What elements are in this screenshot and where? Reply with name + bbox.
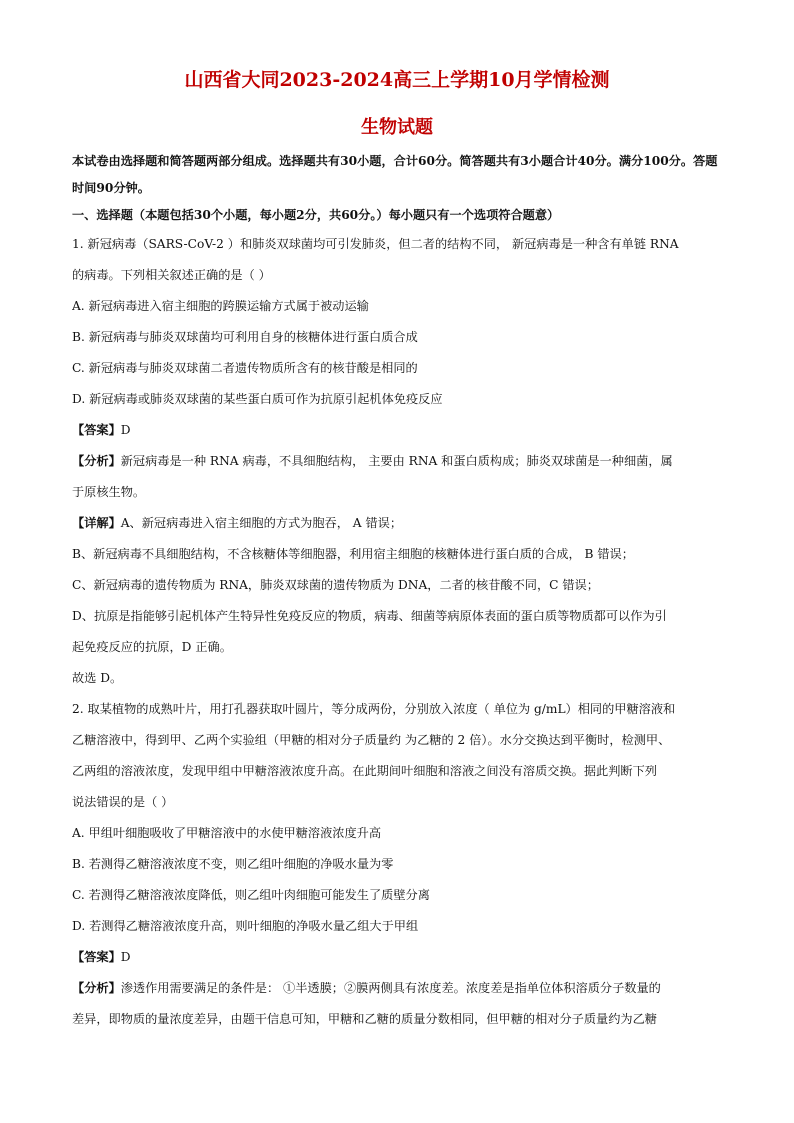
page-title: 山西省大同2023-2024高三上学期10月学情检测 — [184, 69, 610, 91]
option-d: D. 若测得乙糖溶液浓度升高，则叶细胞的净吸水量乙组大于甲组 — [72, 919, 419, 933]
analysis-line — [72, 446, 722, 477]
question-stem: 的病毒。下列相关叙述正确的是（ ） — [72, 268, 271, 282]
analysis-line — [72, 973, 722, 1004]
exam-instructions: 本试卷由选择题和简答题两部分组成。选择题共有30小题，合计60分。简答题共有3小题合计40分。满分100分。答题时间90分钟。 — [72, 154, 718, 195]
analysis-tag: 【 分析 】 — [72, 981, 121, 995]
answer-line — [72, 415, 722, 446]
option-c: C. 若测得乙糖溶液浓度降低，则乙组叶肉细胞可能发生了质壁分离 — [72, 888, 430, 902]
option-a: A. 甲组叶细胞吸收了甲糖溶液中的水使甲糖溶液浓度升高 — [72, 826, 382, 840]
option-d: D. 新冠病毒或肺炎双球菌的某些蛋白质可作为抗原引起机体免疫反应 — [72, 392, 443, 406]
option-c: C. 新冠病毒与肺炎双球菌二者遗传物质所含有的核苷酸是相同的 — [72, 361, 418, 375]
detail-text: D、抗原是指能够引起机体产生特异性免疫反应的物质，病毒、细菌等病原体表面的蛋白质等物质都可以作为引 — [72, 609, 667, 623]
question-stem: 1. 新冠病毒（SARS-CoV-2 ）和肺炎双球菌均可引发肺炎，但二者的结构不同， 新冠病毒是一种含有单链 RNA — [72, 237, 679, 251]
question-stem: 乙糖溶液中，得到甲、乙两个实验组（甲糖的相对分子质量约 为乙糖的 2 倍）。水分交换达到平衡时，检测甲、 — [72, 733, 671, 747]
detail-text: C、新冠病毒的遗传物质为 RNA，肺炎双球菌的遗传物质为 DNA，二者的核苷酸不同，C 错误； — [72, 578, 599, 592]
option-b: B. 新冠病毒与肺炎双球菌均可利用自身的核糖体进行蛋白质合成 — [72, 330, 418, 344]
analysis-tag: 【 分析 】 — [72, 454, 121, 468]
answer-line — [72, 942, 722, 973]
subject-title: 生物试题 — [361, 117, 433, 138]
detail-text: B、新冠病毒不具细胞结构，不含核糖体等细胞器，利用宿主细胞的核糖体进行蛋白质的合成， B 错误； — [72, 547, 634, 561]
option-b: B. 若测得乙糖溶液浓度不变，则乙组叶细胞的净吸水量为零 — [72, 857, 394, 871]
conclusion: 故选 D。 — [72, 671, 123, 685]
answer-tag: 【 答案 】 — [72, 423, 121, 437]
analysis-text: 新冠病毒是一种 RNA 病毒，不具细胞结构， 主要由 RNA 和蛋白质构成；肺炎双球菌是一种细菌，属 — [120, 454, 673, 468]
question-stem: 说法错误的是（ ） — [72, 795, 174, 809]
question-1 — [72, 229, 722, 694]
answer-tag: 【 答案 】 — [72, 950, 121, 964]
analysis-text: 于原核生物。 — [72, 485, 146, 499]
question-stem: 2. 取某植物的成熟叶片，用打孔器获取叶圆片，等分成两份，分别放入浓度（ 单位为 g/mL）相同的甲糖溶液和 — [72, 702, 676, 716]
analysis-text: 差异，即物质的量浓度差异，由题干信息可知，甲糖和乙糖的质量分数相同，但甲糖的相对分子质量约为乙糖 — [72, 1012, 657, 1026]
detail-line — [72, 508, 722, 539]
document-page — [72, 60, 722, 1035]
section-heading: 一、选择题（本题包括30个小题，每小题2分，共60分。）每小题只有一个选项符合题意） — [72, 208, 560, 222]
answer-value: D — [120, 423, 131, 437]
question-stem: 乙两组的溶液浓度，发现甲组中甲糖溶液浓度升高。在此期间叶细胞和溶液之间没有溶质交换。据此判断下列 — [72, 764, 657, 778]
question-2 — [72, 694, 722, 1035]
option-a: A. 新冠病毒进入宿主细胞的跨膜运输方式属于被动运输 — [72, 299, 369, 313]
analysis-text: 渗透作用需要满足的条件是： ①半透膜；②膜两侧具有浓度差。浓度差是指单位体积溶质分子数量的 — [120, 981, 661, 995]
answer-value: D — [120, 950, 131, 964]
detail-text: A、新冠病毒进入宿主细胞的方式为胞吞， A 错误； — [120, 516, 403, 530]
detail-tag: 【 详解 】 — [72, 516, 121, 530]
detail-text: 起免疫反应的抗原，D 正确。 — [72, 640, 232, 654]
